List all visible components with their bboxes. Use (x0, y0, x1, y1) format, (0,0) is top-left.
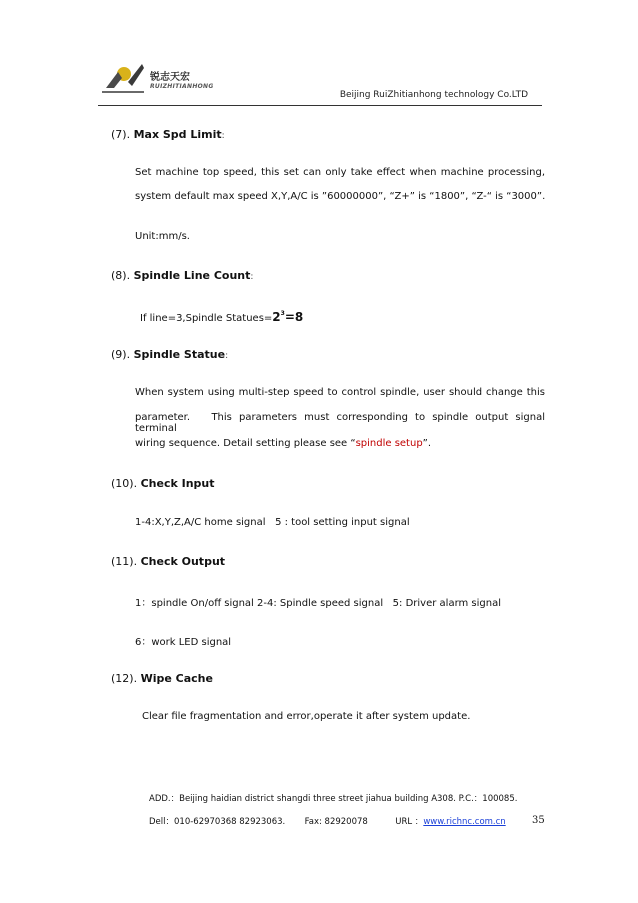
footer-url-label: URL ： (395, 817, 424, 827)
footer-address: ADD.：Beijing haidian district shangdi three street jiahua building A308. P.C.：100085. (149, 794, 518, 804)
paragraph-line: Set machine top speed, this set can only take effect when machine processing, (135, 167, 545, 178)
header-divider (98, 105, 542, 106)
spindle-statues-formula: If line=3,Spindle $Statues=2^3=8$ (140, 310, 304, 324)
spindle-setup-reference[interactable]: spindle setup (355, 438, 423, 449)
paragraph-line: 1-4:X,Y,Z,A/C home signal 5 : tool setting input signal (135, 517, 410, 528)
footer-url-link[interactable]: www.richnc.com.cn (423, 817, 506, 827)
section-heading-check-output: (11). Check Output (111, 555, 226, 568)
logo-chinese-name: 锐志天宏 (150, 72, 190, 83)
paragraph-line: Clear file fragmentation and error,operate it after system update. (142, 711, 471, 722)
paragraph-line: Unit:mm/s. (135, 231, 190, 242)
footer-contact (149, 815, 506, 827)
paragraph-line: When system using multi-step speed to control spindle, user should change this (135, 387, 545, 398)
section-heading-spindle-statue: (9). Spindle Statue: (111, 348, 229, 361)
paragraph-line: parameter. This parameters must corresponding to spindle output signal terminal (135, 412, 545, 434)
paragraph-line: 1：spindle On/off signal 2-4: Spindle speed signal 5: Driver alarm signal (135, 598, 502, 609)
section-heading-check-input: (10). Check Input (111, 477, 215, 490)
footer-phone: Dell：010-62970368 82923063. (149, 817, 286, 827)
company-name: Beijing RuiZhitianhong technology Co.LTD (339, 90, 528, 100)
page-number: 35 (532, 815, 545, 826)
paragraph-line: wiring sequence. Detail setting please see “spindle setup”. (135, 438, 432, 449)
paragraph-line: system default max speed X,Y,A/C is ”60000000”, “Z+” is “1800”, “Z-“ is “3000”. (135, 191, 546, 202)
section-heading-wipe-cache: (12). Wipe Cache (111, 672, 213, 685)
section-heading-max-spd-limit: (7). Max Spd Limit: (111, 128, 225, 141)
paragraph-line: 6：work LED signal (135, 637, 232, 648)
logo-english-name: RUIZHITIANHONG (150, 83, 214, 90)
section-heading-spindle-line-count: (8). Spindle Line Count: (111, 269, 254, 282)
footer-fax: Fax: 82920078 (304, 817, 368, 827)
